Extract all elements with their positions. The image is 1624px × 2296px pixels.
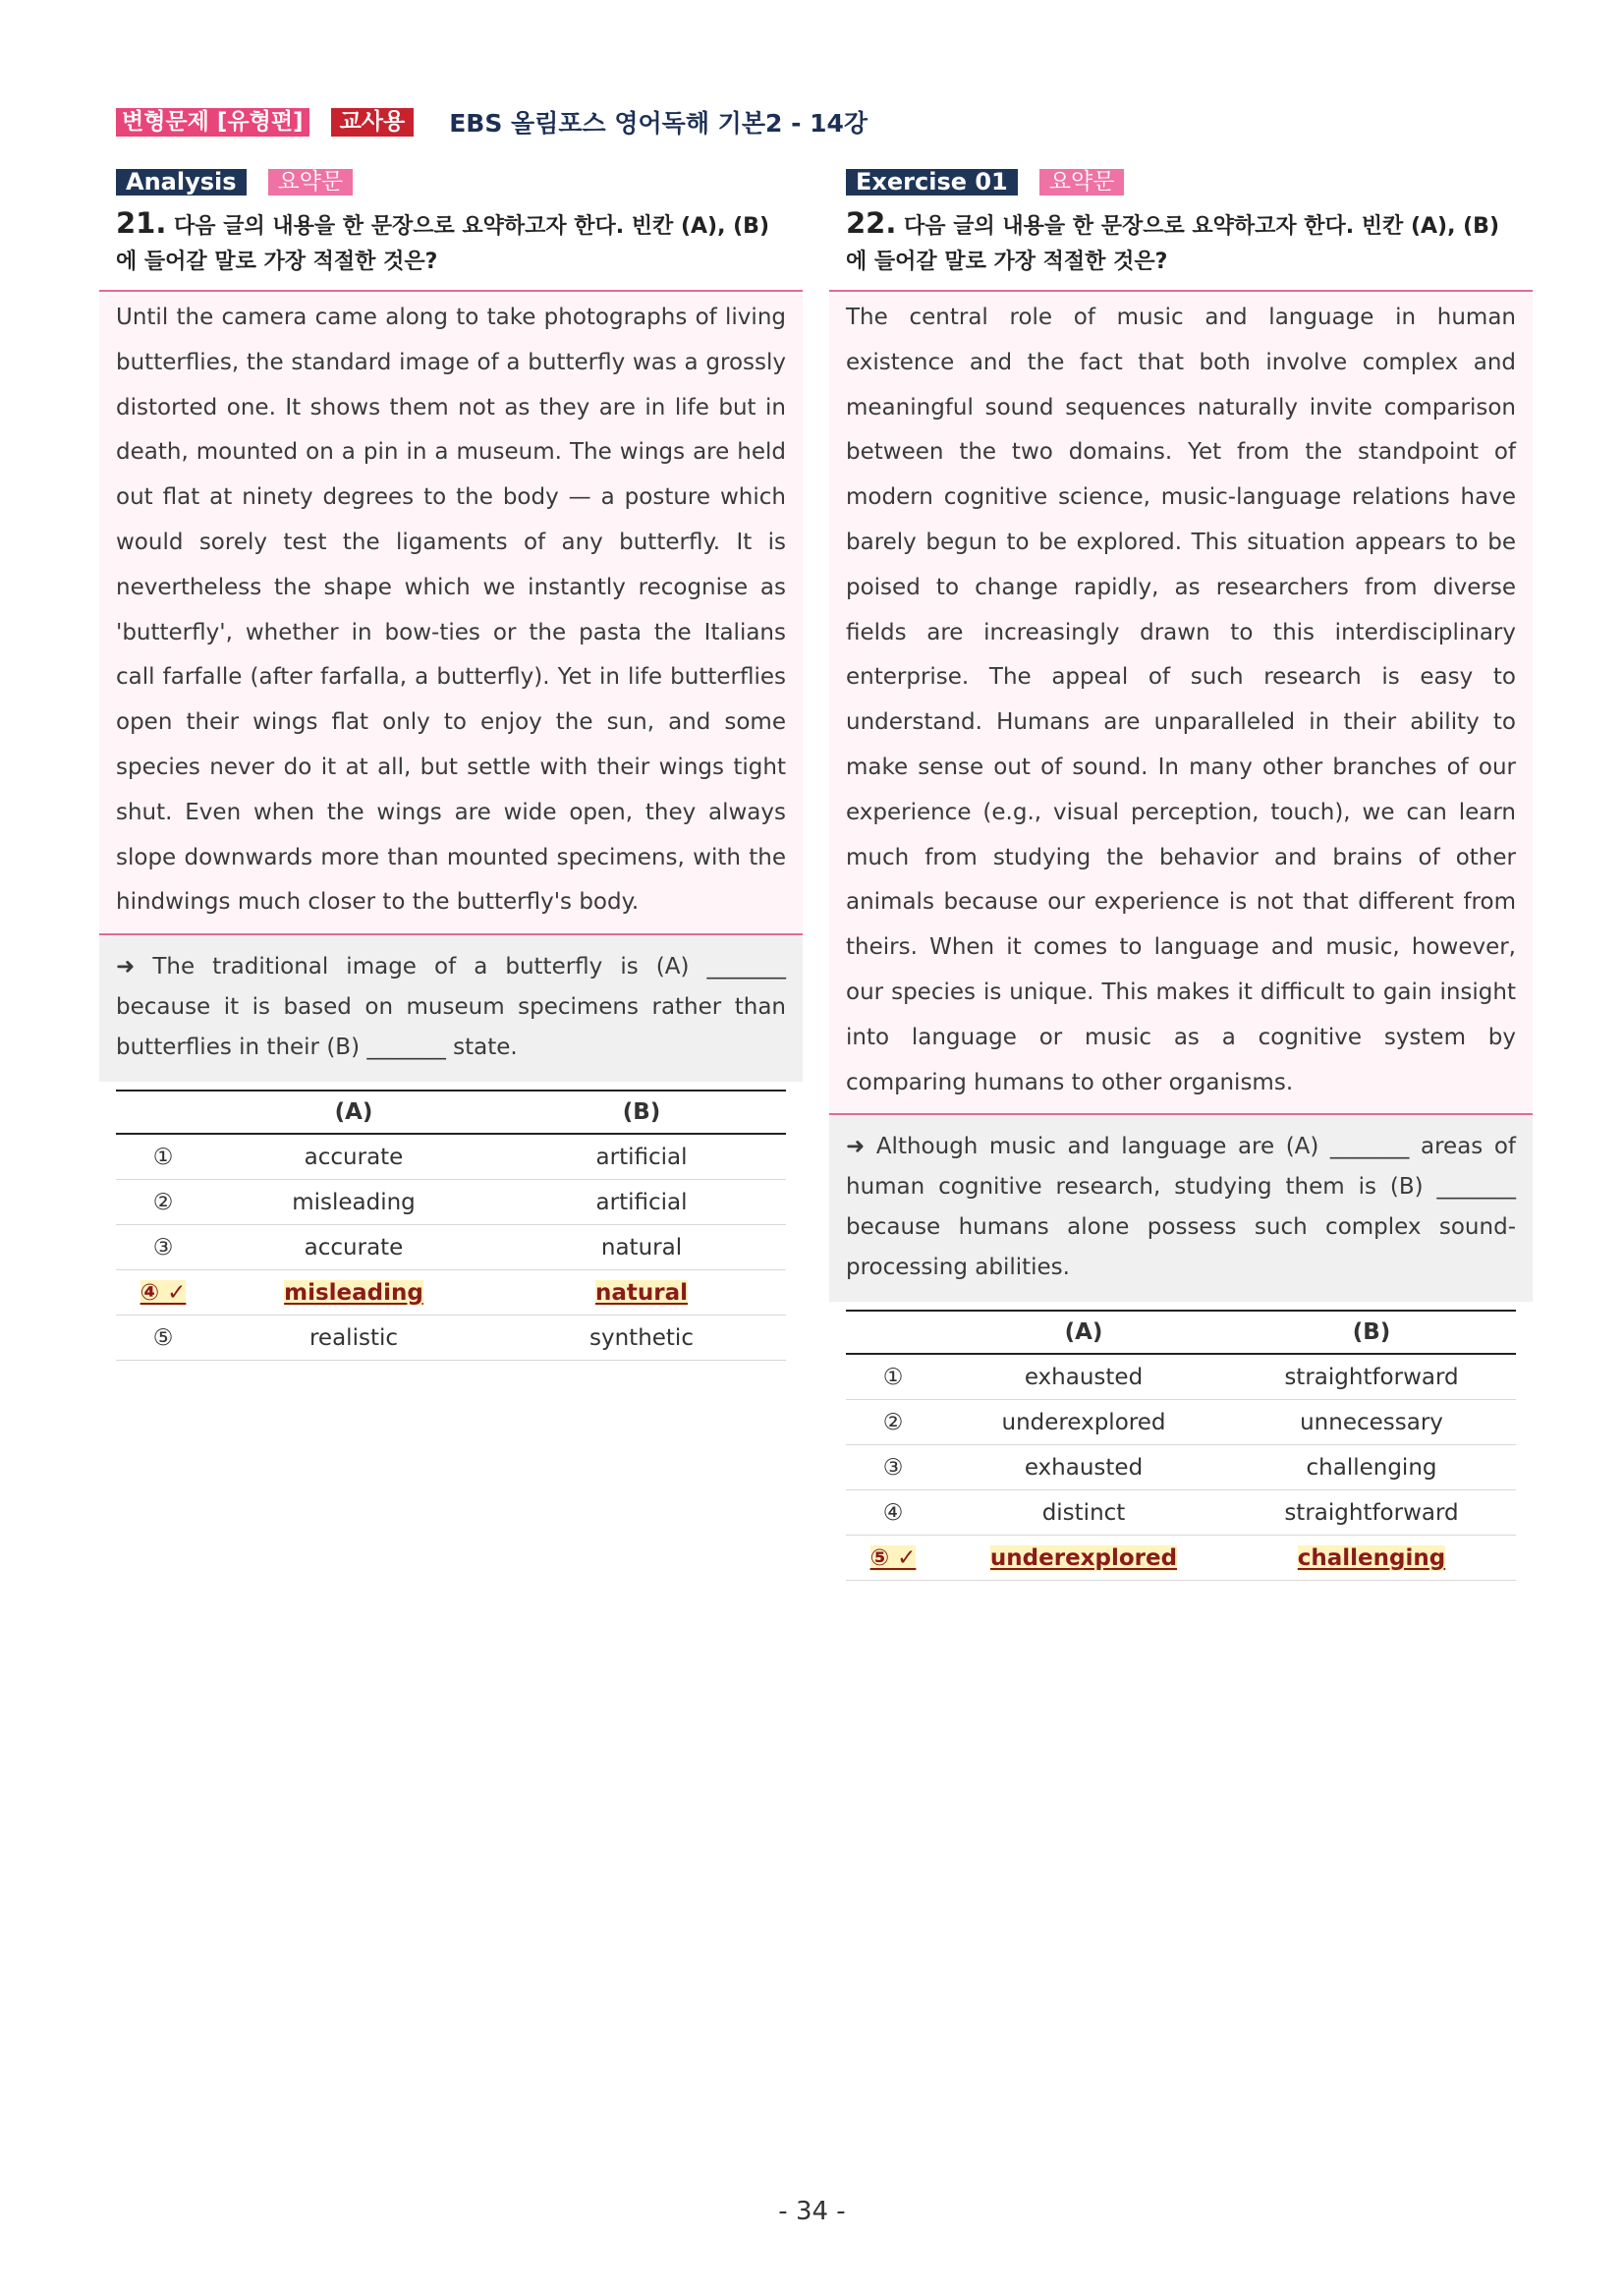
answer-choices-table xyxy=(846,1310,1516,1581)
choice-row[interactable] xyxy=(846,1354,1516,1400)
summary-sentence: ➜ Although music and language are (A) _______ areas of human cognitive research, studying them is (B) _______ because humans alone possess such complex sound-processing abilities. xyxy=(829,1115,1533,1302)
page-number: - 34 - xyxy=(778,2197,846,2226)
choice-b: synthetic xyxy=(497,1316,786,1361)
question-labels xyxy=(846,169,1533,196)
choice-row[interactable] xyxy=(116,1316,786,1361)
choice-a: distinct xyxy=(940,1490,1227,1536)
question-21-column xyxy=(99,169,803,1361)
correct-answer-a: underexplored xyxy=(989,1544,1178,1571)
column-b-header: (B) xyxy=(497,1091,786,1134)
choice-a xyxy=(940,1536,1227,1581)
choices-header-row xyxy=(116,1091,786,1134)
choice-number xyxy=(116,1270,210,1316)
choice-number xyxy=(846,1536,940,1581)
question-labels xyxy=(116,169,803,196)
choice-number-header xyxy=(846,1311,940,1354)
variant-type-tag: 변형문제 [유형편] xyxy=(116,108,309,137)
page-title: EBS 올림포스 영어독해 기본2 - 14강 xyxy=(449,109,868,138)
correct-choice-row[interactable] xyxy=(846,1536,1516,1581)
column-a-header: (A) xyxy=(210,1091,497,1134)
choice-a: accurate xyxy=(210,1134,497,1180)
column-a-header: (A) xyxy=(940,1311,1227,1354)
teacher-tag: 교사용 xyxy=(331,108,415,137)
question-number: 22. xyxy=(846,206,897,240)
correct-mark: ⑤ ✓ xyxy=(869,1544,917,1571)
choice-a xyxy=(210,1270,497,1316)
choice-a: exhausted xyxy=(940,1354,1227,1400)
choice-row[interactable] xyxy=(846,1400,1516,1445)
choice-b: challenging xyxy=(1227,1445,1516,1490)
correct-answer-a: misleading xyxy=(284,1279,423,1306)
choice-a: realistic xyxy=(210,1316,497,1361)
reading-passage: Until the camera came along to take photographs of living butterflies, the standard image of a butterfly was a grossly distorted one. It shows them not as they are in life but in death, mounted on a pin in a museum. The wings are held out flat at ninety degrees to the body — a posture which would sorely test the ligaments of any butterfly. It is nevertheless the shape which we instantly recognise as 'butterfly', whether in bow-ties or the pasta the Italians call farfalle (after farfalla, a butterfly). Yet in life butterflies open their wings flat only to enjoy the sun, and some species never do it at all, but settle with their wings tight shut. Even when the wings are wide open, they always slope downwards more than mounted specimens, with the hindwings much closer to the butterfly's body. xyxy=(99,290,803,935)
choice-number: ③ xyxy=(846,1445,940,1490)
choice-b: artificial xyxy=(497,1180,786,1225)
choice-b: natural xyxy=(497,1225,786,1270)
answer-choices-table xyxy=(116,1090,786,1361)
choice-row[interactable] xyxy=(116,1180,786,1225)
choice-a: underexplored xyxy=(940,1400,1227,1445)
choice-a: exhausted xyxy=(940,1445,1227,1490)
correct-answer-b: challenging xyxy=(1297,1544,1446,1571)
choice-row[interactable] xyxy=(846,1490,1516,1536)
column-b-header: (B) xyxy=(1227,1311,1516,1354)
choice-number: ② xyxy=(846,1400,940,1445)
choice-row[interactable] xyxy=(116,1134,786,1180)
choice-number: ④ xyxy=(846,1490,940,1536)
correct-mark: ④ ✓ xyxy=(140,1279,187,1306)
choice-number: ① xyxy=(116,1134,210,1180)
question-stem xyxy=(116,205,786,280)
choice-a: misleading xyxy=(210,1180,497,1225)
choices-header-row xyxy=(846,1311,1516,1354)
question-number: 21. xyxy=(116,206,167,240)
choice-a: accurate xyxy=(210,1225,497,1270)
choice-number-header xyxy=(116,1091,210,1134)
correct-choice-row[interactable] xyxy=(116,1270,786,1316)
choice-row[interactable] xyxy=(116,1225,786,1270)
choice-b xyxy=(1227,1536,1516,1581)
summary-type-label: 요약문 xyxy=(268,169,354,196)
question-22-column xyxy=(829,169,1533,1581)
choice-number: ⑤ xyxy=(116,1316,210,1361)
choice-row[interactable] xyxy=(846,1445,1516,1490)
choice-b: straightforward xyxy=(1227,1490,1516,1536)
choice-number: ① xyxy=(846,1354,940,1400)
summary-sentence: ➜ The traditional image of a butterfly is (A) _______ because it is based on museum specimens rather than butterflies in their (B) _______ state. xyxy=(99,935,803,1082)
choice-number: ③ xyxy=(116,1225,210,1270)
reading-passage: The central role of music and language in human existence and the fact that both involve complex and meaningful sound sequences naturally invite comparison between the two domains. Yet from the standpoint of modern cognitive science, music-language relations have barely begun to be explored. This situation appears to be poised to change rapidly, as researchers from diverse fields are increasingly drawn to this interdisciplinary enterprise. The appeal of such research is easy to understand. Humans are unparalleled in their ability to make sense out of sound. In many other branches of our experience (e.g., visual perception, touch), we can learn much from studying the behavior and brains of other animals because our experience is not that different from theirs. When it comes to language and music, however, our species is unique. This makes it difficult to gain insight into language or music as a cognitive system by comparing humans to other organisms. xyxy=(829,290,1533,1115)
correct-answer-b: natural xyxy=(594,1279,688,1306)
choice-b xyxy=(497,1270,786,1316)
page-header xyxy=(116,106,868,138)
choice-number: ② xyxy=(116,1180,210,1225)
question-text: 다음 글의 내용을 한 문장으로 요약하고자 한다. 빈칸 (A), (B)에 들어갈 말로 가장 적절한 것은? xyxy=(116,214,770,274)
choice-b: straightforward xyxy=(1227,1354,1516,1400)
question-stem xyxy=(846,205,1516,280)
question-text: 다음 글의 내용을 한 문장으로 요약하고자 한다. 빈칸 (A), (B)에 들어갈 말로 가장 적절한 것은? xyxy=(846,214,1500,274)
choice-b: artificial xyxy=(497,1134,786,1180)
analysis-label: Analysis xyxy=(116,169,247,196)
summary-type-label: 요약문 xyxy=(1039,169,1125,196)
choice-b: unnecessary xyxy=(1227,1400,1516,1445)
exercise-label: Exercise 01 xyxy=(846,169,1018,196)
